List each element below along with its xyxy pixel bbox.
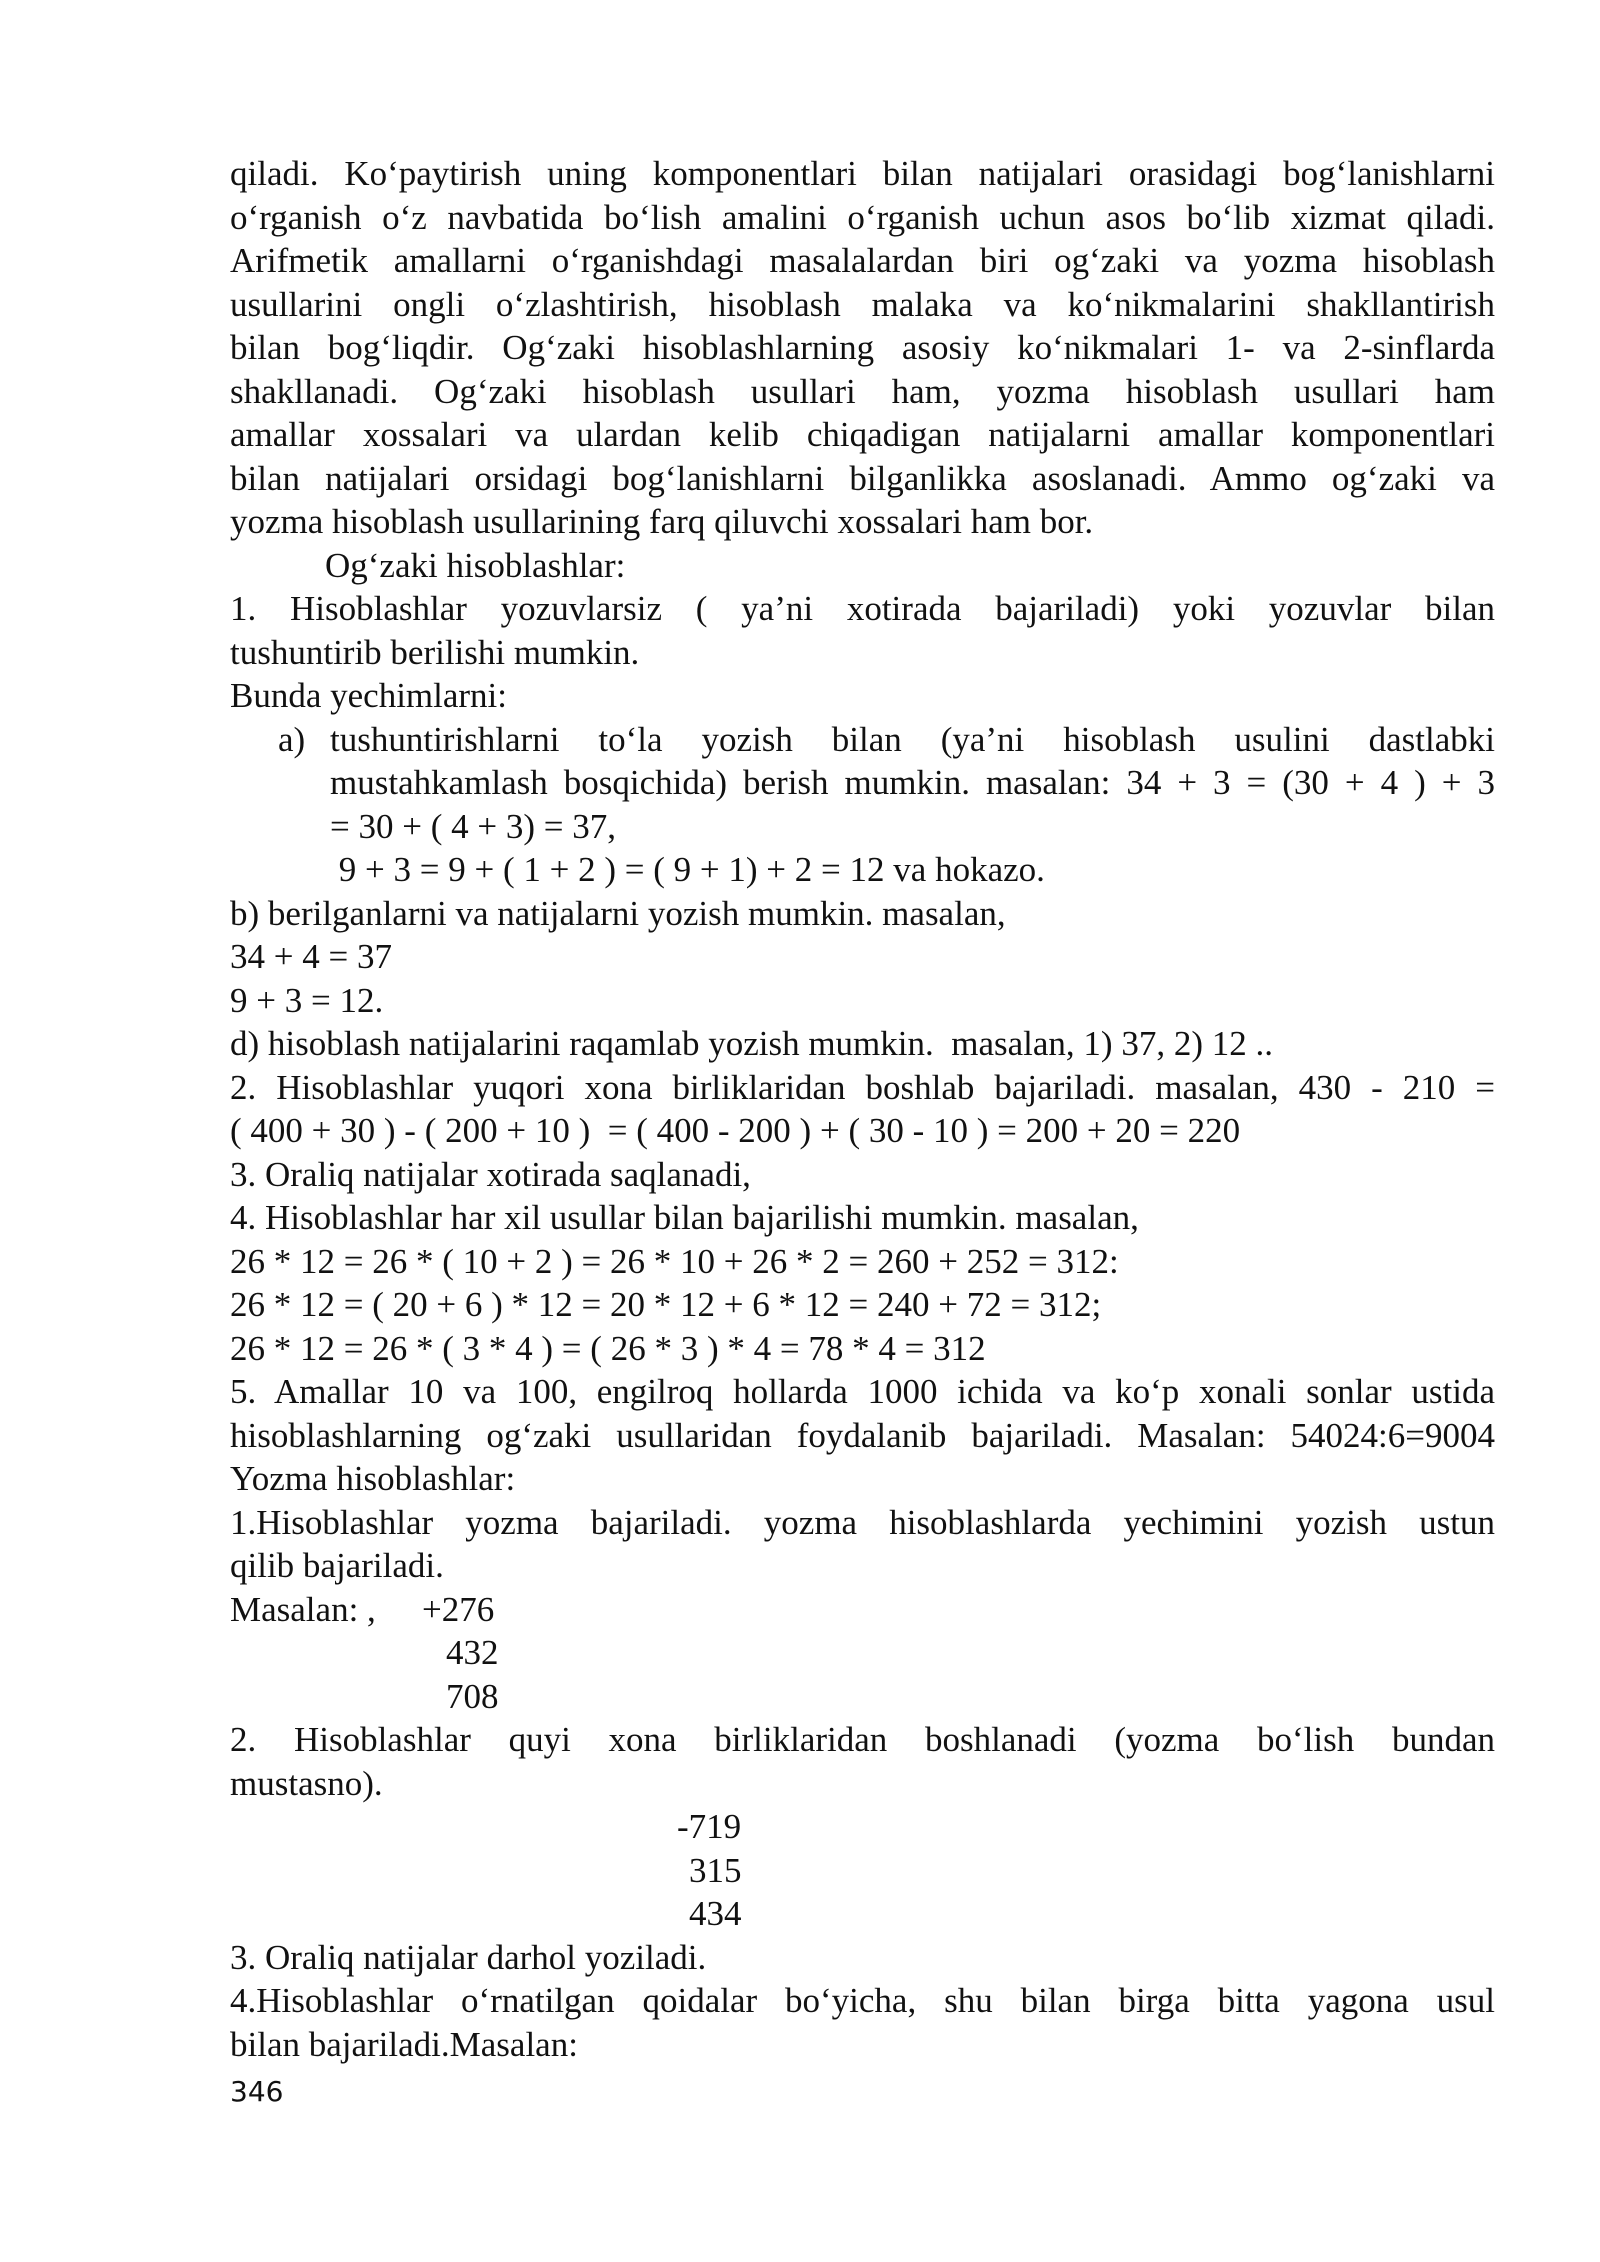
- list-item-line: 1.Hisoblashlar yozma bajariladi. yozma hisoblashlarda yechimini yozish ustun: [230, 1502, 1495, 1542]
- example-line: ( 400 + 30 ) - ( 200 + 10 ) = ( 400 - 200 ) + ( 30 - 10 ) = 200 + 20 = 220: [230, 1111, 1241, 1150]
- paragraph-line: usullarini ongli o‘zlashtirish, hisoblash malaka va ko‘nikmalarini shakllantirish: [230, 284, 1495, 324]
- list-item-line: bilan bajariladi.Masalan:: [230, 2024, 578, 2064]
- column-addition-example: [230, 1588, 1495, 1719]
- example-label: Masalan: ,: [230, 1589, 376, 1629]
- list-item-line: d) hisoblash natijalarini raqamlab yozish mumkin. masalan, 1) 37, 2) 12 ..: [230, 1024, 1273, 1063]
- subtraction-line: [230, 1849, 1495, 1893]
- addition-term-1: +276: [422, 1589, 495, 1629]
- paragraph-line: bilan natijalari orsidagi bog‘lanishlarni bilganlikka asoslanadi. Ammo og‘zaki va: [230, 458, 1495, 498]
- page-number: 346: [230, 2075, 284, 2108]
- subtraction-result: 434: [689, 1894, 742, 1933]
- example-line: 26 * 12 = ( 20 + 6 ) * 12 = 20 * 12 + 6 * 12 = 240 + 72 = 312;: [230, 1285, 1102, 1324]
- example-line: 9 + 3 = 12.: [230, 980, 384, 1020]
- subtraction-minuend: -719: [677, 1807, 742, 1846]
- page-body: [230, 152, 1495, 2066]
- list-item-line: mustasno).: [230, 1763, 383, 1803]
- paragraph-line: Arifmetik amallarni o‘rganishdagi masalalardan biri og‘zaki va yozma hisoblash: [230, 241, 1495, 280]
- list-item-line: tushuntirishlarni to‘la yozish bilan (ya’ni hisoblash usulini dastlabki: [330, 719, 1495, 759]
- paragraph-line: yozma hisoblash usullarining farq qiluvchi xossalari ham bor.: [230, 502, 1094, 541]
- list-item-a: [230, 718, 1495, 892]
- list-item-line: = 30 + ( 4 + 3) = 37,: [330, 806, 617, 846]
- solutions-intro: Bunda yechimlarni:: [230, 676, 508, 715]
- list-item-line: 2. Hisoblashlar quyi xona birliklaridan boshlanadi (yozma bo‘lish bundan: [230, 1720, 1495, 1759]
- example-line: 26 * 12 = 26 * ( 10 + 2 ) = 26 * 10 + 26 * 2 = 260 + 252 = 312:: [230, 1241, 1119, 1281]
- paragraph-line: qiladi. Ko‘paytirish uning komponentlari bilan natijalari orasidagi bog‘lanishlarni: [230, 154, 1495, 193]
- list-item-line: qilib bajariladi.: [230, 1546, 444, 1585]
- list-item-line: 4. Hisoblashlar har xil usullar bilan bajarilishi mumkin. masalan,: [230, 1198, 1139, 1237]
- addition-term-2: 432: [446, 1633, 499, 1672]
- oral-calculations-heading: Og‘zaki hisoblashlar:: [325, 545, 626, 585]
- list-item-line: 2. Hisoblashlar yuqori xona birliklaridan boshlab bajariladi. masalan, 430 - 210 =: [230, 1067, 1495, 1107]
- paragraph-line: bilan bog‘liqdir. Og‘zaki hisoblashlarning asosiy ko‘nikmalari 1- va 2-sinflarda: [230, 328, 1495, 367]
- list-item-line: hisoblashlarning og‘zaki usullaridan foydalanib bajariladi. Masalan: 54024:6=9004: [230, 1415, 1495, 1455]
- list-item-line: 4.Hisoblashlar o‘rnatilgan qoidalar bo‘yicha, shu bilan birga bitta yagona usul: [230, 1981, 1495, 2020]
- list-item-line: 9 + 3 = 9 + ( 1 + 2 ) = ( 9 + 1) + 2 = 12 va hokazo.: [330, 850, 1045, 889]
- addition-line: [230, 1631, 1495, 1675]
- list-item-line: b) berilganlarni va natijalarni yozish mumkin. masalan,: [230, 893, 1006, 933]
- paragraph-line: o‘rganish o‘z navbatida bo‘lish amalini o‘rganish uchun asos bo‘lib xizmat qiladi.: [230, 197, 1495, 237]
- example-line: 34 + 4 = 37: [230, 937, 392, 976]
- list-item-line: tushuntirib berilishi mumkin.: [230, 632, 640, 672]
- example-line: 26 * 12 = 26 * ( 3 * 4 ) = ( 26 * 3 ) * 4 = 78 * 4 = 312: [230, 1328, 986, 1368]
- addition-line: [230, 1588, 1495, 1632]
- paragraph-line: amallar xossalari va ulardan kelib chiqadigan natijalarni amallar komponentlari: [230, 415, 1495, 454]
- list-item-line: 5. Amallar 10 va 100, engilroq hollarda 1000 ichida va ko‘p xonali sonlar ustida: [230, 1372, 1495, 1411]
- list-item-line: mustahkamlash bosqichida) berish mumkin. masalan: 34 + 3 = (30 + 4 ) + 3: [330, 763, 1495, 802]
- list-item-line: 3. Oraliq natijalar darhol yoziladi.: [230, 1937, 707, 1977]
- written-calculations-heading: Yozma hisoblashlar:: [230, 1459, 516, 1498]
- list-item-line: 3. Oraliq natijalar xotirada saqlanadi,: [230, 1154, 751, 1194]
- list-item-line: 1. Hisoblashlar yozuvlarsiz ( ya’ni xotirada bajariladi) yoki yozuvlar bilan: [230, 589, 1495, 628]
- subtraction-line: [230, 1892, 1495, 1936]
- paragraph-line: shakllanadi. Og‘zaki hisoblash usullari ham, yozma hisoblash usullari ham: [230, 371, 1495, 411]
- subtraction-line: [230, 1805, 1495, 1849]
- list-marker: a): [278, 719, 306, 759]
- addition-result: 708: [446, 1676, 499, 1716]
- column-subtraction-example: [230, 1805, 1495, 1936]
- subtraction-subtrahend: 315: [689, 1850, 742, 1890]
- addition-line: [230, 1675, 1495, 1719]
